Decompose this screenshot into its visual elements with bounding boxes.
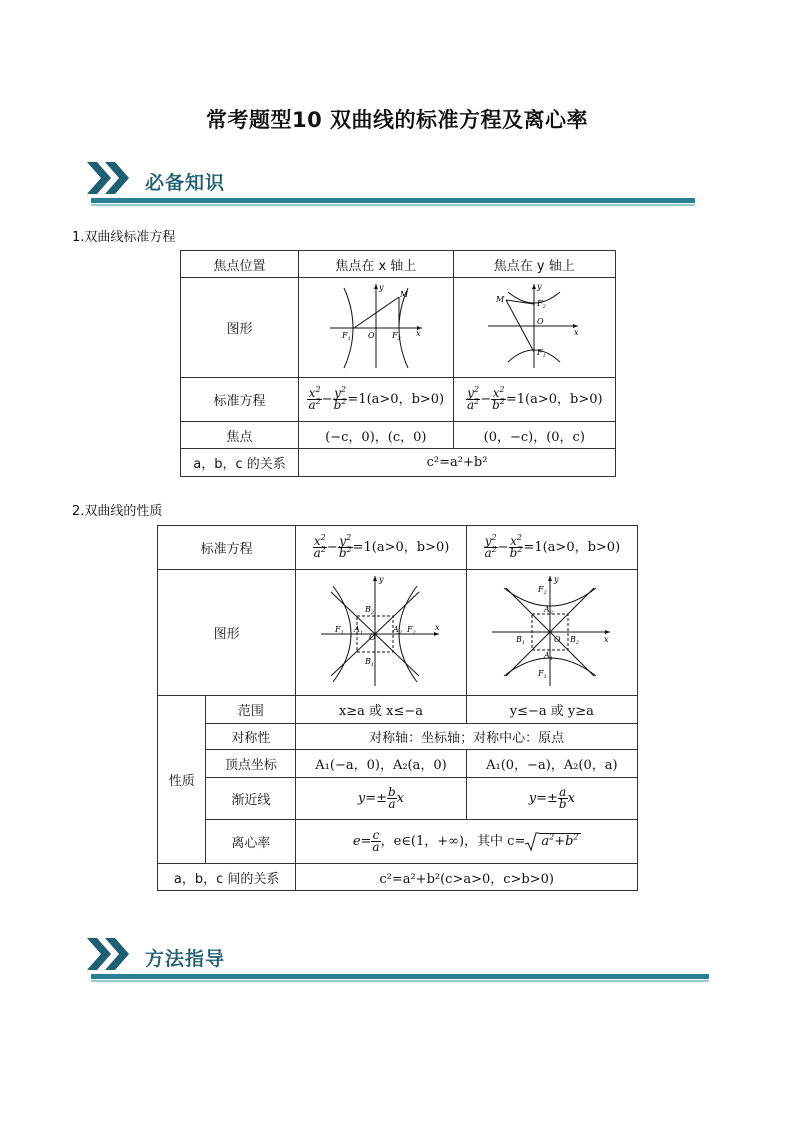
vertex-label: $B_2$ <box>569 634 579 646</box>
equation-cell: $\frac{x^2}{a^2}$ − $\frac{y^2}{b^2}$ =1(a>0，b>0) <box>299 378 453 422</box>
vertex-label: $A_1$ <box>543 650 553 662</box>
axis-label: y <box>553 574 559 584</box>
focus-label: $F_2$ <box>537 584 547 596</box>
row-label: a，b，c 间的关系 <box>158 864 296 891</box>
axis-label: y <box>379 574 384 584</box>
equation-condition: =1(a>0，b>0) <box>505 392 603 407</box>
point-label: M <box>399 289 409 299</box>
axis-label: y <box>378 282 384 292</box>
figure-cell <box>296 570 466 696</box>
origin-label: O <box>367 330 375 340</box>
axis-label: x <box>415 328 421 338</box>
row-label: 标准方程 <box>181 378 299 422</box>
header-cell: 焦点在 y 轴上 <box>453 251 615 278</box>
banner-label: 必备知识 <box>145 172 226 194</box>
row-label: 标准方程 <box>158 526 296 570</box>
asymptote-prefix: y=± <box>357 791 388 806</box>
equation-cell: $\frac{y^2}{a^2}$ − $\frac{x^2}{b^2}$ =1(a>0，b>0) <box>453 378 615 422</box>
hyperbola-x-figure <box>326 280 426 372</box>
axis-label: y <box>537 281 542 291</box>
group-label: 性质 <box>158 696 206 864</box>
equation-condition: =1(a>0，b>0) <box>347 392 445 407</box>
value-cell: c²=a²+b²(c>a>0，c>b>0) <box>296 864 638 891</box>
row-label: 对称性 <box>206 724 296 750</box>
origin-label: O <box>553 634 561 644</box>
value-cell: A₁(0，−a)，A₂(0，a) <box>466 750 637 778</box>
equation-condition: =1(a>0，b>0) <box>523 540 621 555</box>
asymptote-prefix: y=± <box>528 791 558 806</box>
equation-condition: =1(a>0，b>0) <box>352 540 450 555</box>
row-label: a，b，c 的关系 <box>181 449 299 477</box>
divider <box>91 974 709 979</box>
row-label: 焦点 <box>181 422 299 449</box>
hyperbola-properties-table <box>157 525 638 891</box>
hyperbola-x-properties-figure <box>319 572 443 690</box>
header-cell: 焦点位置 <box>181 251 299 278</box>
point-label: M <box>496 294 505 304</box>
section-heading: 2.双曲线的性质 <box>72 504 163 519</box>
figure-cell <box>453 278 615 378</box>
vertex-label: $A_2$ <box>543 604 553 616</box>
row-label: 图形 <box>181 278 299 378</box>
axis-label: x <box>435 622 440 632</box>
eccentricity-text: ，e∈(1，+∞)，其中 c= <box>380 834 526 849</box>
value-cell: A₁(−a，0)，A₂(a，0) <box>296 750 466 778</box>
focus-label: $F_1$ <box>341 330 351 342</box>
axis-label: x <box>603 634 609 644</box>
focus-label: $F_2$ <box>407 624 416 636</box>
value-cell: c²=a²+b² <box>299 449 616 477</box>
value-cell: (0，−c)，(0，c) <box>453 422 615 449</box>
equation-cell: $\frac{x^2}{a^2}$ − $\frac{y^2}{b^2}$ =1(a>0，b>0) <box>296 526 466 570</box>
row-label: 顶点坐标 <box>206 750 296 778</box>
hyperbola-equation-table <box>180 250 616 477</box>
focus-label: $F_1$ <box>335 624 344 636</box>
vertex-label: $A_2$ <box>393 624 402 636</box>
page-title: 常考题型10 双曲线的标准方程及离心率 <box>205 108 589 132</box>
sqrt-expression: $a^2+b^2$ <box>525 832 580 852</box>
row-label: 渐近线 <box>206 778 296 820</box>
value-cell: (−c，0)，(c，0) <box>299 422 453 449</box>
row-label: 图形 <box>158 570 296 696</box>
row-label: 范围 <box>206 696 296 724</box>
divider <box>91 204 695 206</box>
figure-cell <box>466 570 637 696</box>
divider <box>91 198 695 203</box>
value-cell: y=± $\frac{a}{b}$ x <box>466 778 637 820</box>
section-banner-knowledge <box>85 160 695 206</box>
value-cell: y≤−a 或 y≥a <box>466 696 637 724</box>
value-cell: e= $\frac{c}{a}$ ，e∈(1，+∞)，其中 $c= a^2+b^2$ <box>296 820 638 864</box>
hyperbola-y-figure <box>484 280 584 372</box>
origin-label: O <box>369 632 376 642</box>
section-heading: 1.双曲线标准方程 <box>72 230 176 245</box>
divider <box>91 980 709 982</box>
focus-label: $F_2$ <box>537 298 547 310</box>
value-cell: 对称轴：坐标轴；对称中心：原点 <box>296 724 638 750</box>
axis-label: x <box>574 327 579 337</box>
header-cell: 焦点在 x 轴上 <box>299 251 453 278</box>
hyperbola-y-properties-figure <box>490 572 614 690</box>
value-cell: y=± $\frac{b}{a}$ x <box>296 778 466 820</box>
vertex-label: $A_1$ <box>354 624 363 636</box>
focus-label: $F_1$ <box>537 347 547 359</box>
double-chevron-icon <box>85 160 135 196</box>
value-cell: x≥a 或 x≤−a <box>296 696 466 724</box>
figure-cell <box>299 278 453 378</box>
double-chevron-icon <box>85 936 135 972</box>
origin-label: O <box>537 316 544 326</box>
vertex-label: $B_1$ <box>515 634 525 646</box>
banner-label: 方法指导 <box>145 948 226 970</box>
focus-label: $F_2$ <box>391 330 401 342</box>
vertex-label: $B_1$ <box>365 656 375 668</box>
focus-label: $F_1$ <box>537 668 547 680</box>
row-label: 离心率 <box>206 820 296 864</box>
vertex-label: $B_2$ <box>365 604 375 616</box>
section-banner-method <box>85 936 709 982</box>
equation-cell: $\frac{y^2}{a^2}$ − $\frac{x^2}{b^2}$ =1(a>0，b>0) <box>466 526 637 570</box>
